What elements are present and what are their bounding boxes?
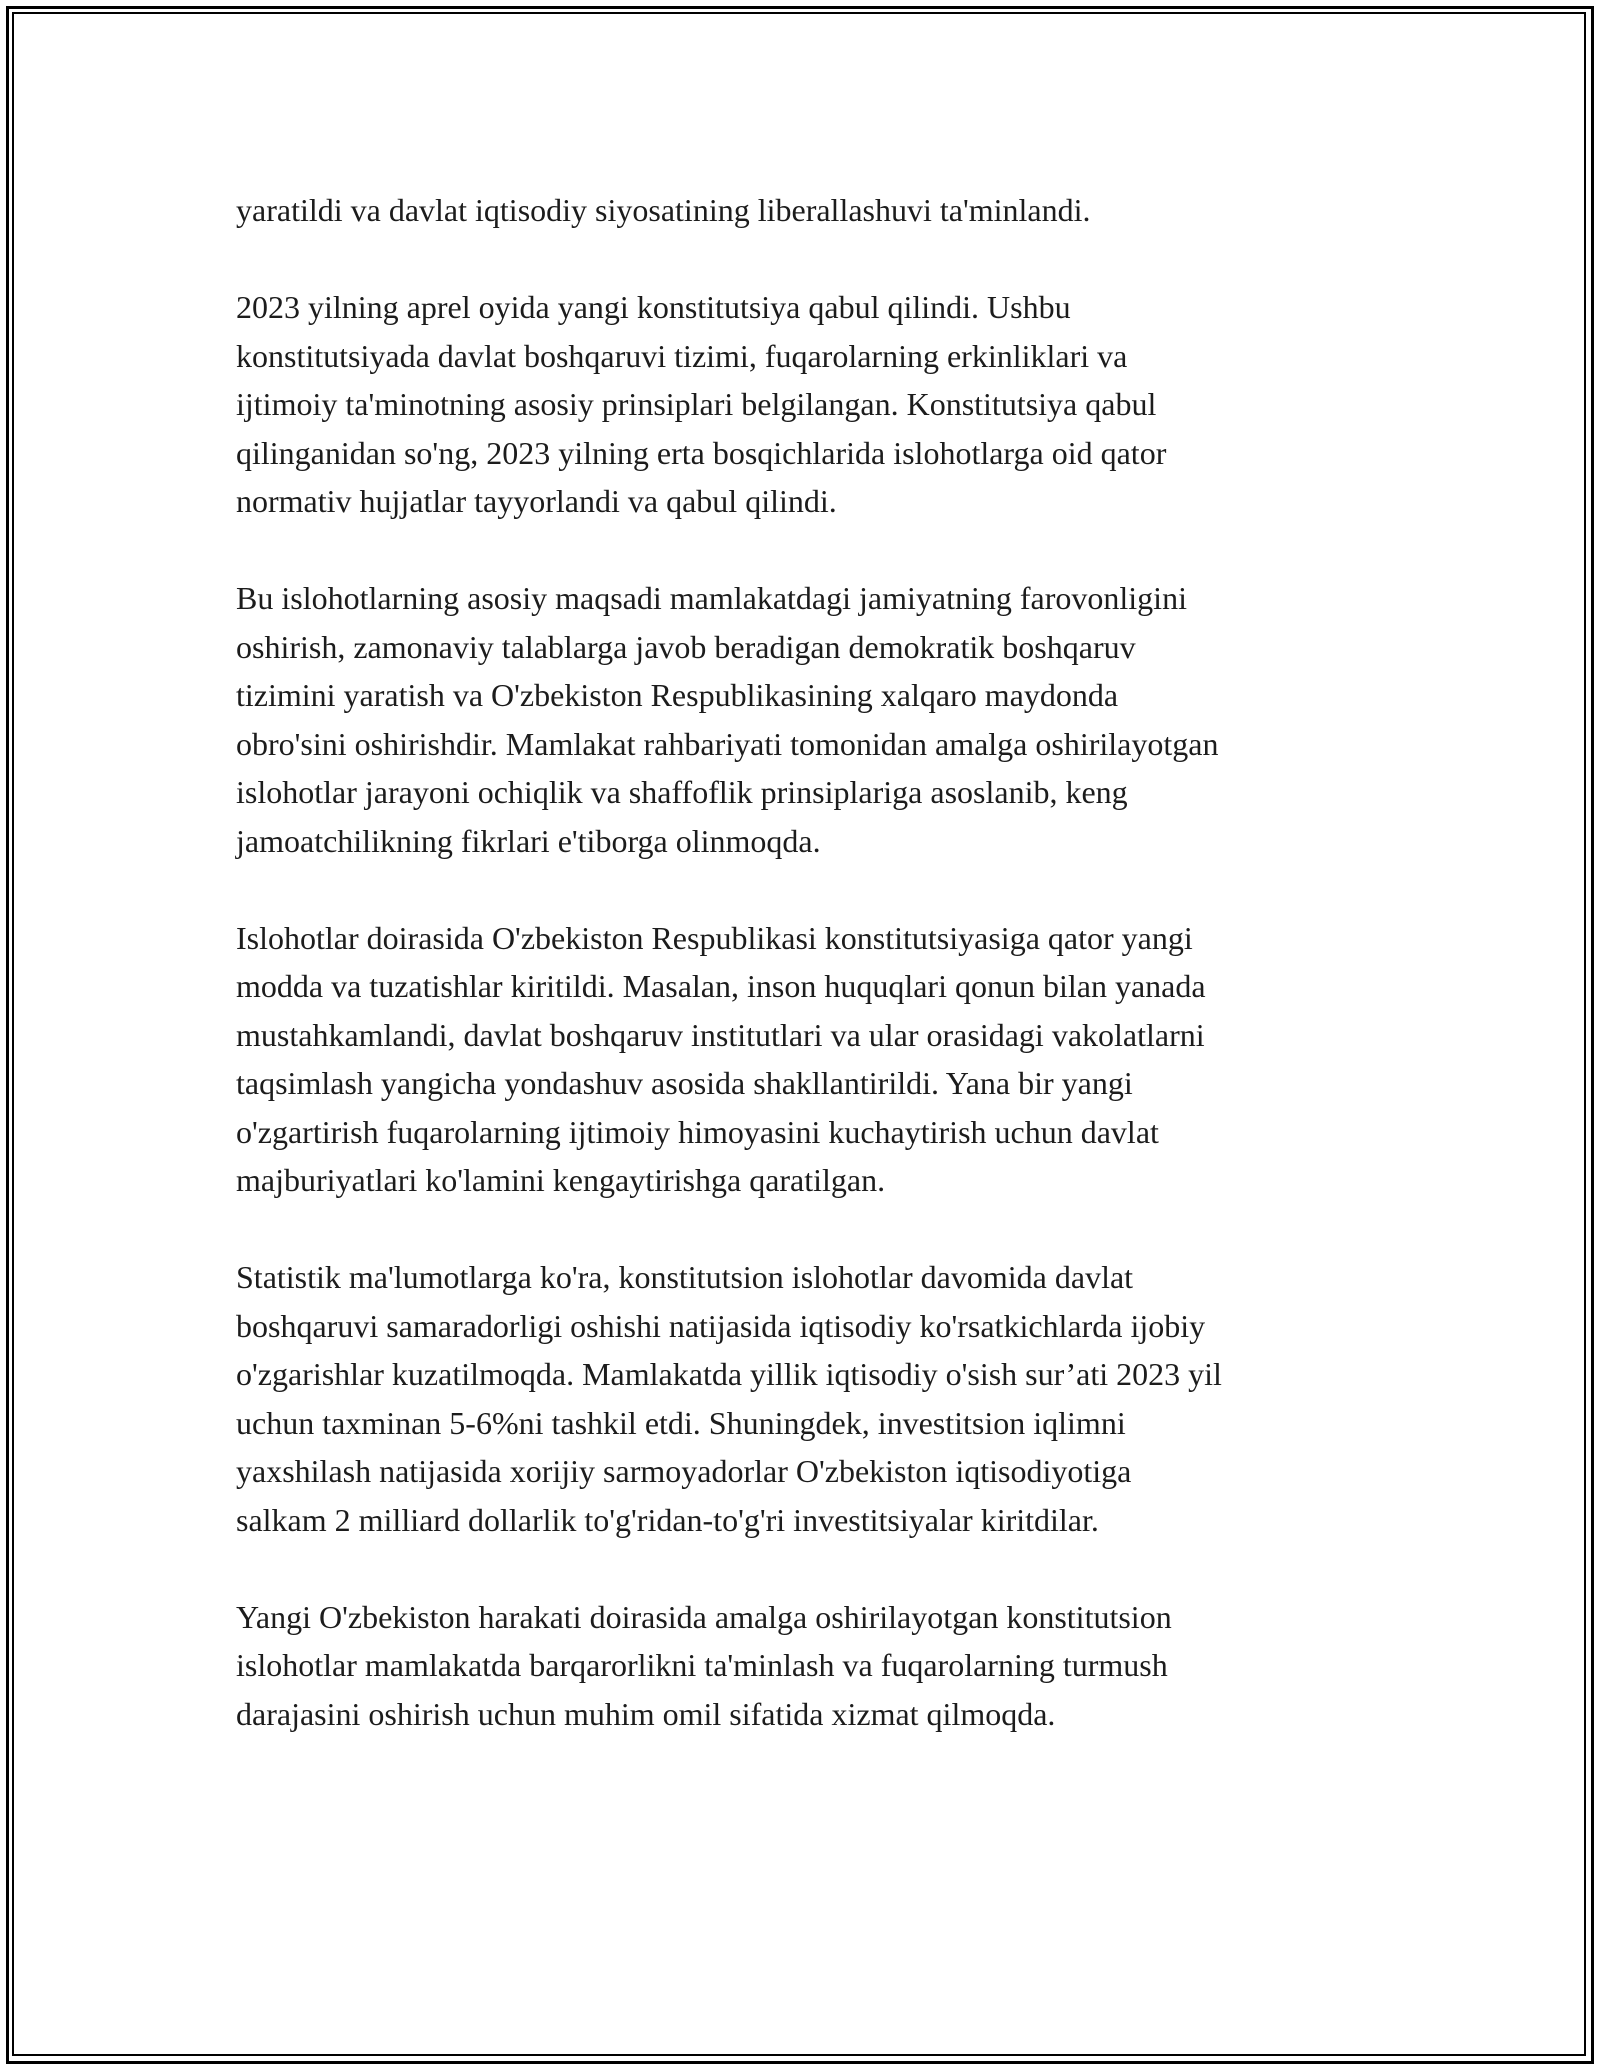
document-body (236, 186, 1376, 1787)
paragraph (236, 186, 1376, 235)
text-line: darajasini oshirish uchun muhim omil sifatida xizmat qilmoqda. (236, 1695, 1056, 1732)
text-line: modda va tuzatishlar kiritildi. Masalan, inson huquqlari qonun bilan yanada (236, 968, 1206, 1004)
text-line: Islohotlar doirasida O'zbekiston Respublikasi konstitutsiyasiga qator yangi (236, 919, 1193, 956)
text-line: o'zgartirish fuqarolarning ijtimoiy himoyasini kuchaytirish uchun davlat (236, 1113, 1159, 1150)
paragraph (236, 1253, 1376, 1544)
text-line: islohotlar mamlakatda barqarorlikni ta'minlash va fuqarolarning turmush (236, 1647, 1168, 1683)
paragraph (236, 914, 1376, 1205)
text-line: Statistik ma'lumotlarga ko'ra, konstitutsion islohotlar davomida davlat (236, 1259, 1134, 1295)
text-line: majburiyatlari ko'lamini kengaytirishga qaratilgan. (236, 1162, 886, 1198)
text-line: konstitutsiyada davlat boshqaruvi tizimi, fuqarolarning erkinliklari va (236, 337, 1128, 374)
text-line: o'zgarishlar kuzatilmoqda. Mamlakatda yillik iqtisodiy o'sish sur’ati 2023 yil (236, 1356, 1222, 1392)
paragraph (236, 1593, 1376, 1739)
text-line: 2023 yilning aprel oyida yangi konstitutsiya qabul qilindi. Ushbu (236, 289, 1071, 325)
text-line: yaxshilash natijasida xorijiy sarmoyadorlar O'zbekiston iqtisodiyotiga (236, 1453, 1132, 1489)
text-line: obro'sini oshirishdir. Mamlakat rahbariyati tomonidan amalga oshirilayotgan (236, 725, 1219, 762)
text-line: boshqaruvi samaradorligi oshishi natijasida iqtisodiy ko'rsatkichlarda ijobiy (236, 1307, 1206, 1344)
text-line: jamoatchilikning fikrlari e'tiborga olinmoqda. (236, 822, 821, 859)
text-line: Yangi O'zbekiston harakati doirasida amalga oshirilayotgan konstitutsion (236, 1598, 1172, 1635)
text-line: Bu islohotlarning asosiy maqsadi mamlakatdagi jamiyatning farovonligini (236, 580, 1187, 616)
text-line: tizimini yaratish va O'zbekiston Respublikasining xalqaro maydonda (236, 677, 1119, 713)
text-line: normativ hujjatlar tayyorlandi va qabul qilindi. (236, 483, 837, 519)
paragraph (236, 574, 1376, 865)
text-line: islohotlar jarayoni ochiqlik va shaffoflik prinsiplariga asoslanib, keng (236, 774, 1128, 810)
text-line: mustahkamlandi, davlat boshqaruv institutlari va ular orasidagi vakolatlarni (236, 1016, 1205, 1053)
text-line: ijtimoiy ta'minotning asosiy prinsiplari belgilangan. Konstitutsiya qabul (236, 386, 1157, 422)
text-line: uchun taxminan 5-6%ni tashkil etdi. Shuningdek, investitsion iqlimni (236, 1404, 1126, 1441)
text-line: qilinganidan so'ng, 2023 yilning erta bosqichlarida islohotlarga oid qator (236, 434, 1167, 471)
paragraph (236, 283, 1376, 526)
text-line: yaratildi va davlat iqtisodiy siyosatining liberallashuvi ta'minlandi. (236, 192, 1091, 228)
text-line: taqsimlash yangicha yondashuv asosida shakllantirildi. Yana bir yangi (236, 1065, 1133, 1101)
text-line: salkam 2 milliard dollarlik to'g'ridan-to'g'ri investitsiyalar kiritdilar. (236, 1501, 1099, 1538)
text-line: oshirish, zamonaviy talablarga javob beradigan demokratik boshqaruv (236, 628, 1136, 665)
